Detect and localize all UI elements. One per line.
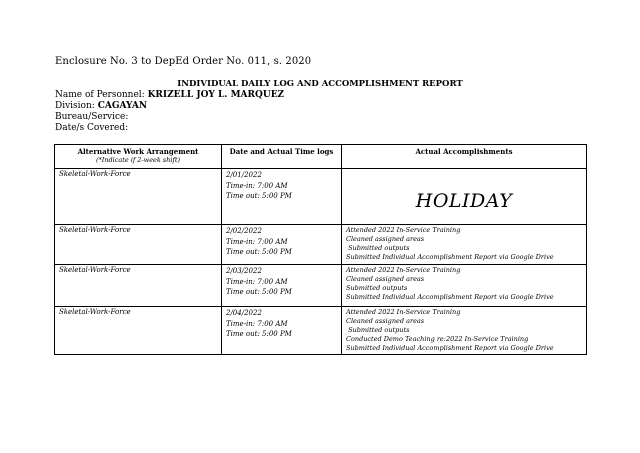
accomplishment-item: Cleaned assigned areas [346,317,425,325]
holiday-label: HOLIDAY [415,190,513,212]
accomplishments-cell [342,265,587,307]
table-row [55,265,587,307]
dates-covered-field [55,123,128,133]
accomplishments-cell [342,169,587,225]
accomplishments-cell [342,225,587,265]
time-out: Time out: 5:00 PM [226,330,292,338]
table-row [55,225,587,265]
time-log-cell [222,225,342,265]
arrangement-cell: Skeletal-Work-Force [55,225,222,265]
accomplishment-item: Attended 2022 In-Service Training [346,308,461,316]
time-out: Time out: 5:00 PM [226,288,292,296]
arrangement-cell: Skeletal-Work-Force [55,265,222,307]
accomplishment-item: Conducted Demo Teaching re:2022 In-Service Training [346,335,529,343]
dates-covered-label: Date/s Covered: [55,123,129,133]
time-log-cell [222,307,342,355]
arrangement-cell: Skeletal-Work-Force [55,307,222,355]
daily-log-table [54,144,587,355]
accomplishment-item: Attended 2022 In-Service Training [346,266,461,274]
time-out: Time out: 5:00 PM [226,192,292,200]
time-in: Time-in: 7:00 AM [226,277,288,286]
log-date: 2/03/2022 [226,267,262,275]
time-log-cell [222,265,342,307]
time-in: Time-in: 7:00 AM [226,237,288,246]
arrangement-cell: Skeletal-Work-Force [55,169,222,225]
accomplishment-item: Submitted outputs [346,326,410,334]
table-header-row [55,145,587,169]
accomplishment-item: Submitted Individual Accomplishment Report via Google Drive [346,253,554,261]
division-label: Division: [55,101,95,111]
time-in: Time-in: 7:00 AM [226,181,288,190]
time-log-cell [222,169,342,225]
log-date: 2/01/2022 [226,171,262,179]
accomplishment-item: Submitted Individual Accomplishment Report via Google Drive [346,293,554,301]
table-row [55,169,587,225]
header-work-arrangement-label: Alternative Work Arrangement [77,147,199,156]
enclosure-reference: Enclosure No. 3 to DepEd Order No. 011, s. 2020 [55,56,312,67]
accomplishment-item: Submitted outputs [346,284,408,292]
personnel-field [55,90,284,100]
table-row [55,307,587,355]
time-out: Time out: 5:00 PM [226,248,292,256]
log-date: 2/02/2022 [226,227,262,235]
bureau-field [55,112,128,122]
header-work-arrangement-note: (*Indicate if 2-week shift) [95,156,181,164]
accomplishment-item: Submitted Individual Accomplishment Report via Google Drive [346,344,554,352]
log-date: 2/04/2022 [226,309,262,317]
header-work-arrangement [55,145,222,169]
time-in: Time-in: 7:00 AM [226,319,288,328]
bureau-label: Bureau/Service: [55,112,129,122]
division-value: CAGAYAN [97,101,148,111]
accomplishment-item: Cleaned assigned areas [346,275,425,283]
division-field [55,101,147,111]
header-accomplishments: Actual Accomplishments [342,145,587,169]
accomplishments-cell [342,307,587,355]
accomplishment-item: Cleaned assigned areas [346,235,425,243]
personnel-label: Name of Personnel: [55,90,145,100]
accomplishment-item: Submitted outputs [346,244,410,252]
personnel-value: KRIZELL JOY L. MARQUEZ [147,90,285,100]
header-time-logs: Date and Actual Time logs [222,145,342,169]
accomplishment-item: Attended 2022 In-Service Training [346,226,461,234]
report-title: INDIVIDUAL DAILY LOG AND ACCOMPLISHMENT REPORT [177,79,463,89]
